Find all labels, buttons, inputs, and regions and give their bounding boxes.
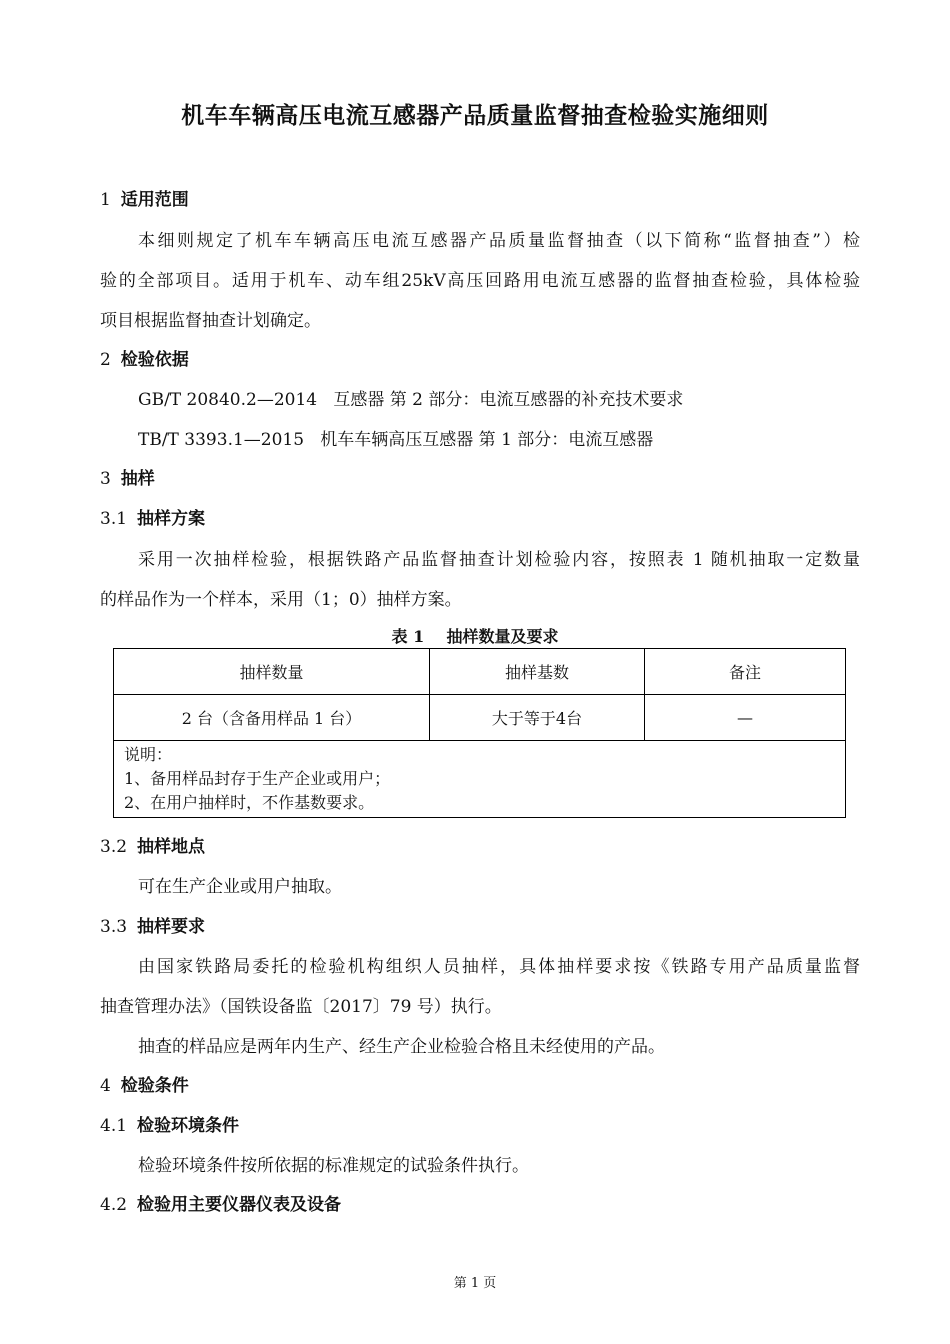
section-title: 检验用主要仪器仪表及设备 — [136, 1195, 341, 1215]
section-title: 检验依据 — [120, 350, 189, 370]
section-title: 检验条件 — [120, 1076, 189, 1096]
paragraph-line: 项目根据监督抽查计划确定。 — [100, 311, 321, 331]
paragraph-line: 检验环境条件按所依据的标准规定的试验条件执行。 — [138, 1156, 529, 1176]
reference-standard: GB/T 20840.2—2014 互感器 第 2 部分：电流互感器的补充技术要求 — [138, 390, 684, 410]
table-header-cell: 抽样基数 — [430, 649, 645, 695]
paragraph-line: 的样品作为一个样本，采用（1；0）抽样方案。 — [100, 590, 462, 610]
paragraph-line: 由国家铁路局委托的检验机构组织人员抽样，具体抽样要求按《铁路专用产品质量监督 — [138, 957, 860, 977]
section-title: 抽样 — [120, 469, 155, 489]
section-title: 抽样要求 — [136, 917, 205, 937]
paragraph-line: 抽查管理办法》（国铁设备监〔2017〕79 号）执行。 — [100, 997, 502, 1017]
table-cell: 大于等于4台 — [430, 695, 645, 741]
table-caption: 表 1 抽样数量及要求 — [391, 627, 559, 646]
paragraph-line: 采用一次抽样检验，根据铁路产品监督抽查计划检验内容，按照表 1 随机抽取一定数量 — [138, 550, 860, 570]
section-number: 3.1 — [100, 509, 128, 529]
section-3-3-heading — [100, 912, 205, 937]
reference-standard: TB/T 3393.1—2015 机车车辆高压互感器 第 1 部分：电流互感器 — [138, 430, 654, 450]
section-2-heading — [100, 345, 189, 370]
paragraph-line: 本细则规定了机车车辆高压电流互感器产品质量监督抽查（以下简称“监督抽查”）检 — [138, 231, 860, 251]
section-3-1-heading — [100, 504, 205, 529]
paragraph-line: 可在生产企业或用户抽取。 — [138, 877, 342, 897]
note-line: 1、备用样品封存于生产企业或用户； — [124, 769, 391, 788]
table-header-cell: 备注 — [645, 649, 846, 695]
table-row — [114, 695, 846, 741]
section-number: 3.3 — [100, 917, 128, 937]
section-title: 检验环境条件 — [136, 1116, 239, 1136]
table-header-row — [114, 649, 846, 695]
paragraph-line: 抽查的样品应是两年内生产、经生产企业检验合格且未经使用的产品。 — [138, 1037, 665, 1057]
document-title: 机车车辆高压电流互感器产品质量监督抽查检验实施细则 — [181, 103, 769, 129]
section-number: 2 — [100, 350, 111, 370]
section-3-2-heading — [100, 832, 205, 857]
section-4-1-heading — [100, 1111, 239, 1136]
note-line: 2、在用户抽样时，不作基数要求。 — [124, 793, 375, 812]
section-4-heading — [100, 1071, 189, 1096]
section-number: 4.2 — [100, 1195, 128, 1215]
table-cell: 2 台（含备用样品 1 台） — [114, 695, 430, 741]
section-number: 3.2 — [100, 837, 128, 857]
section-title: 抽样方案 — [136, 509, 205, 529]
page-number: 第 1 页 — [453, 1276, 497, 1291]
sampling-table — [113, 648, 846, 818]
table-header-cell: 抽样数量 — [114, 649, 430, 695]
paragraph-line: 验的全部项目。适用于机车、动车组25kV高压回路用电流互感器的监督抽查检验，具体检验 — [100, 271, 860, 291]
section-1-heading — [100, 185, 189, 210]
section-4-2-heading — [100, 1190, 341, 1215]
section-number: 3 — [100, 469, 111, 489]
section-title: 抽样地点 — [136, 837, 205, 857]
section-3-heading — [100, 464, 155, 489]
section-number: 4.1 — [100, 1116, 128, 1136]
section-number: 4 — [100, 1076, 111, 1096]
section-title: 适用范围 — [120, 190, 189, 210]
section-number: 1 — [100, 190, 111, 210]
table-notes — [114, 741, 846, 818]
table-notes-row — [114, 741, 846, 818]
table-cell: — — [645, 695, 846, 741]
note-line: 说明： — [124, 745, 173, 764]
